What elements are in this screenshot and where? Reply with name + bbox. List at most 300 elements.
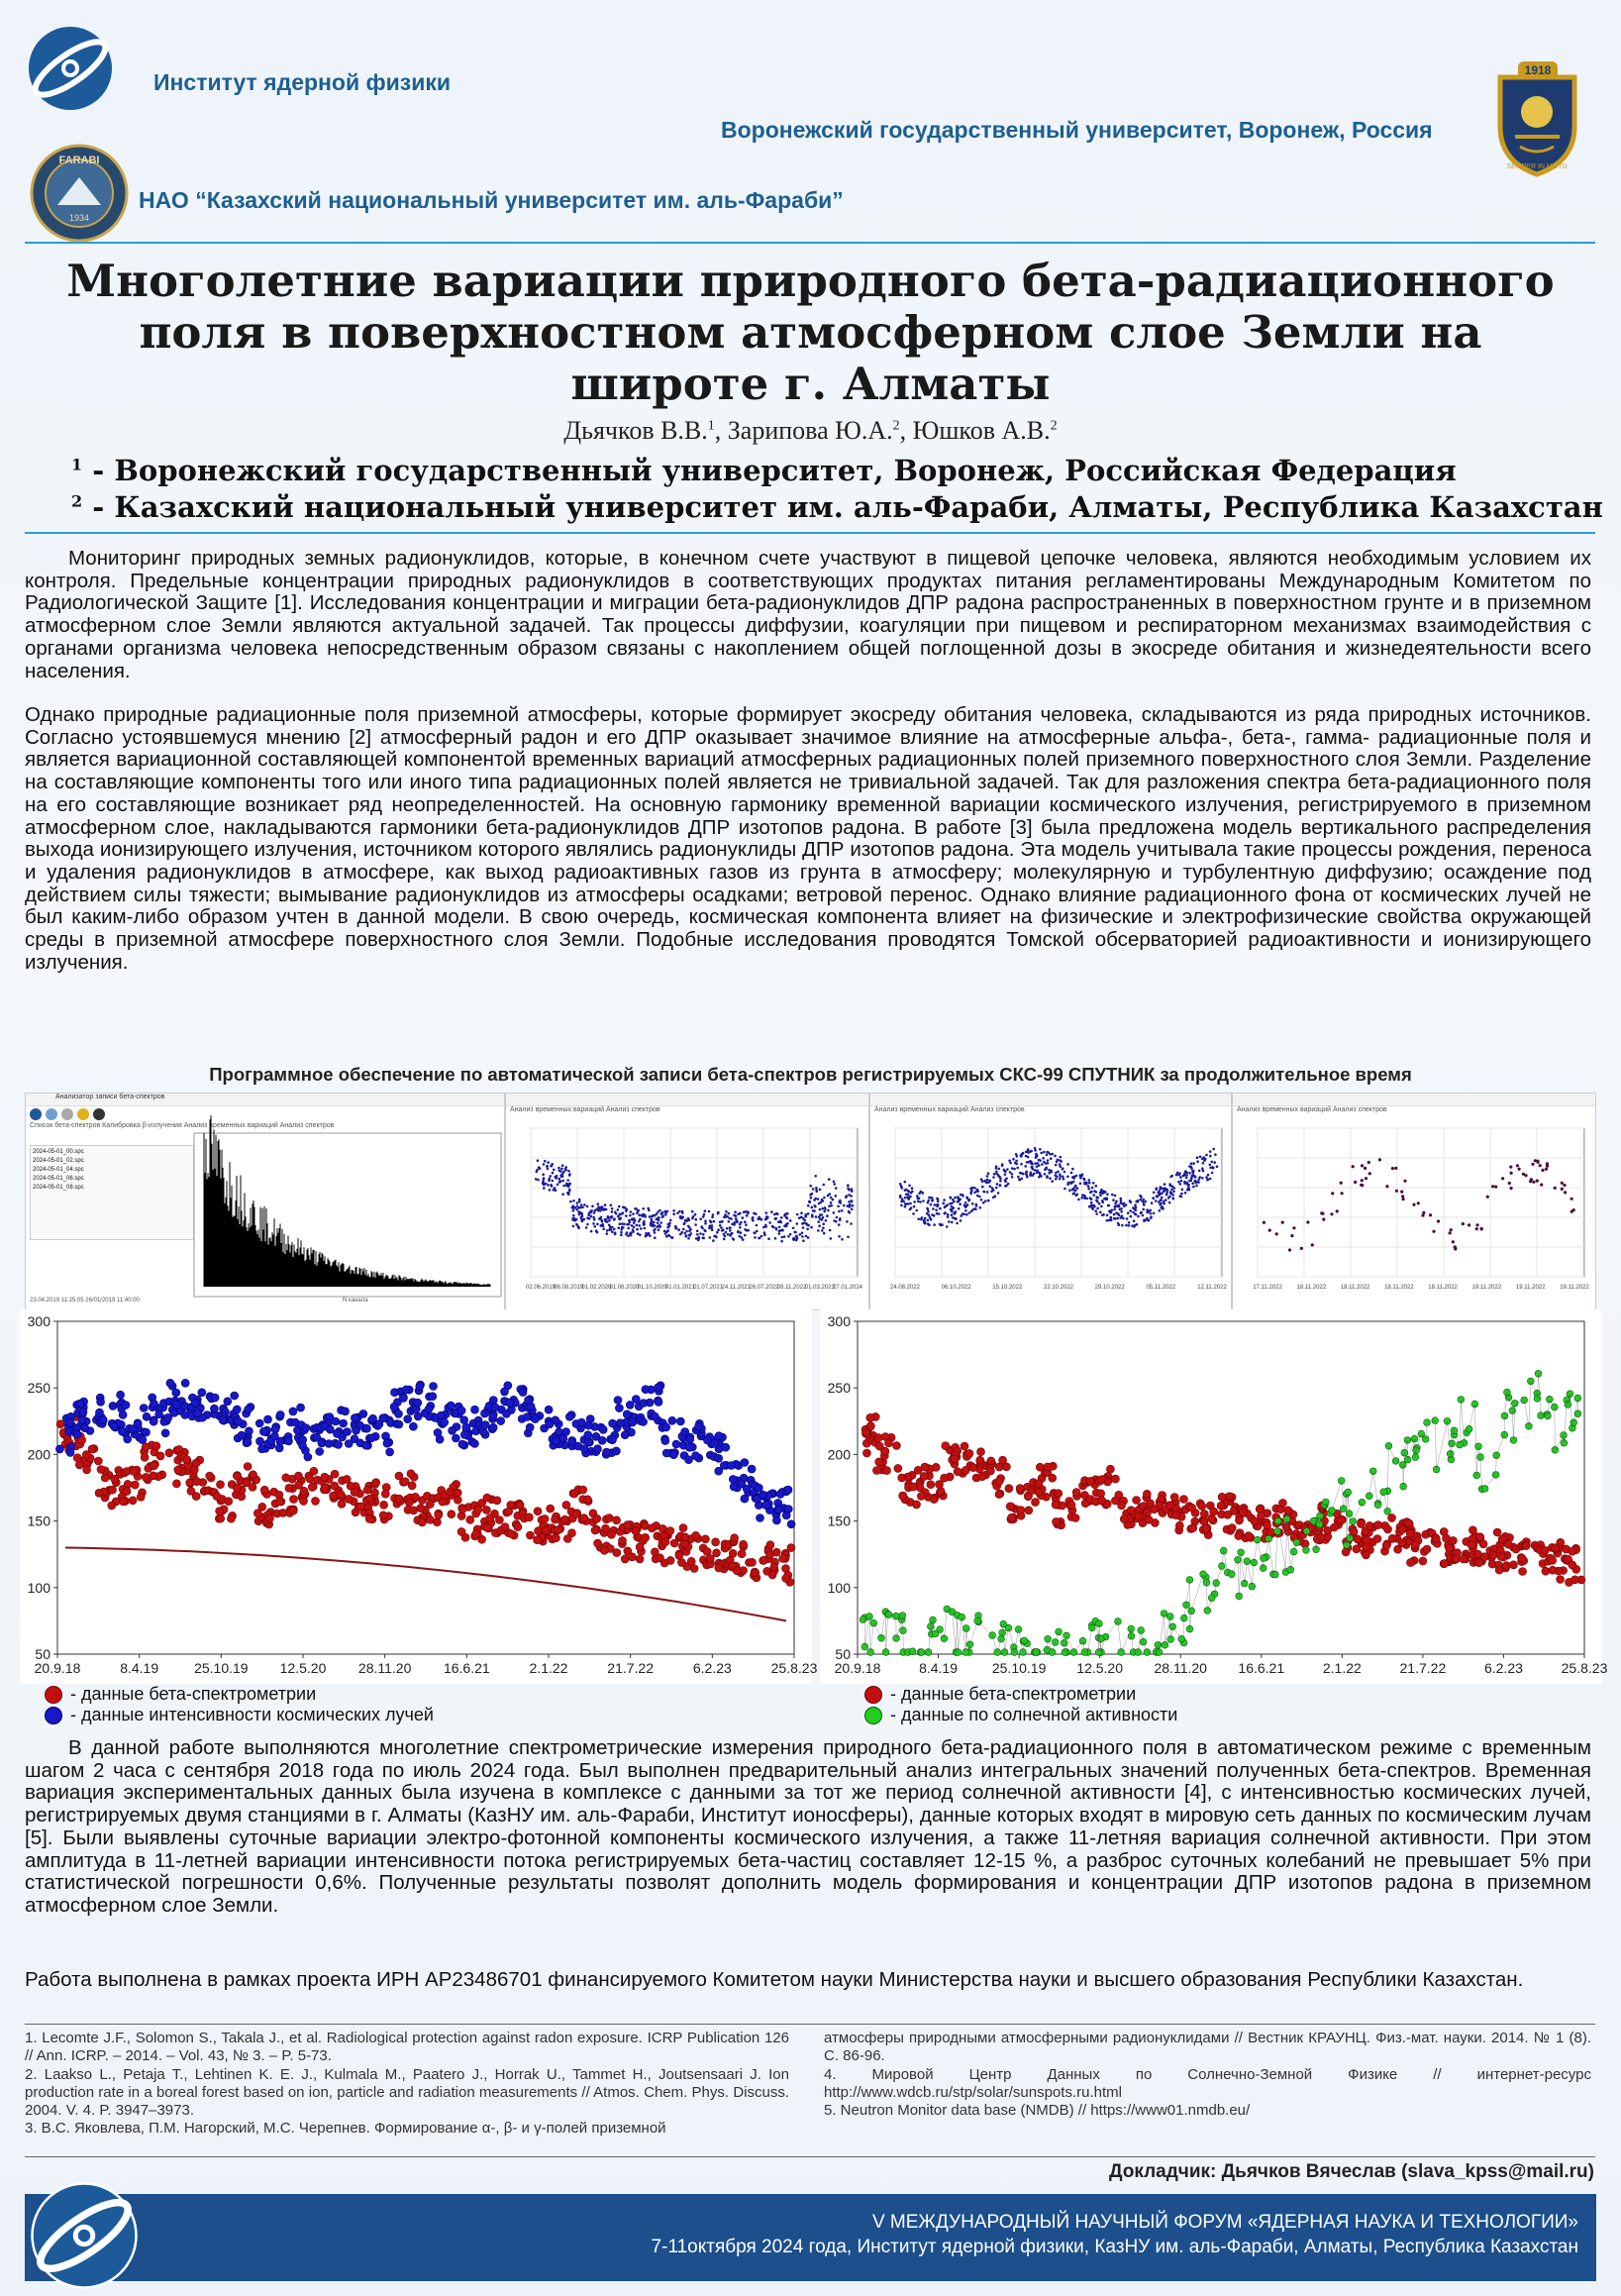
mini-data-point <box>933 1223 936 1226</box>
mini-data-point <box>627 1235 630 1238</box>
mini-data-point <box>958 1198 961 1200</box>
mini-data-point <box>1070 1172 1073 1175</box>
mini-data-point <box>703 1229 706 1232</box>
data-point <box>740 1540 748 1548</box>
mini-data-point <box>930 1218 933 1221</box>
mini-data-point <box>1395 1190 1398 1193</box>
title-line-3: широте г. Алматы <box>570 358 1051 410</box>
data-point <box>692 1452 700 1460</box>
data-point <box>330 1492 338 1500</box>
mini-data-point <box>963 1204 966 1207</box>
data-point <box>730 1483 738 1491</box>
data-point <box>495 1516 503 1524</box>
mini-data-point <box>1491 1185 1494 1188</box>
mini-data-point <box>804 1219 807 1222</box>
mini-data-point <box>789 1219 792 1222</box>
mini-data-point <box>1188 1165 1191 1168</box>
mini-data-point <box>995 1171 998 1174</box>
mini-data-point <box>1008 1160 1011 1163</box>
toolbar <box>26 1106 504 1122</box>
author-sep: , <box>714 416 728 445</box>
mini-data-point <box>904 1205 907 1208</box>
chart-beta-vs-solar <box>820 1309 1608 1684</box>
mini-data-point <box>780 1240 783 1243</box>
mini-x-label: 19.11.2022 <box>1515 1285 1546 1291</box>
mini-data-point <box>904 1181 907 1184</box>
mini-data-point <box>1361 1179 1364 1182</box>
mini-data-point <box>902 1200 905 1203</box>
mini-data-point <box>728 1220 731 1223</box>
mini-data-point <box>642 1213 645 1216</box>
mini-data-point <box>1336 1209 1339 1212</box>
mini-data-point <box>851 1200 854 1202</box>
data-point <box>1127 1507 1135 1514</box>
mini-data-point <box>545 1183 548 1186</box>
mini-data-point <box>1475 1227 1478 1230</box>
data-point <box>331 1482 339 1490</box>
data-point <box>593 1514 601 1522</box>
mini-x-label: 15.10.2022 <box>992 1285 1023 1291</box>
mini-data-point <box>1108 1204 1111 1207</box>
data-point <box>687 1557 695 1565</box>
data-point <box>416 1383 424 1391</box>
mini-data-point <box>552 1180 555 1183</box>
mini-data-point <box>815 1187 818 1190</box>
mini-data-point <box>976 1195 979 1198</box>
mini-data-point <box>848 1210 851 1213</box>
mini-data-point <box>561 1175 564 1178</box>
data-point <box>1441 1560 1449 1568</box>
data-point <box>101 1474 109 1482</box>
mini-data-point <box>1501 1177 1504 1180</box>
mini-data-point <box>1123 1205 1126 1208</box>
mini-data-point <box>999 1180 1002 1183</box>
data-point <box>493 1497 501 1505</box>
mini-data-point <box>962 1212 964 1215</box>
data-point <box>357 1503 365 1511</box>
mini-data-point <box>1074 1195 1077 1198</box>
data-point <box>655 1384 662 1392</box>
data-point <box>1239 1509 1247 1516</box>
mini-data-point <box>636 1228 639 1231</box>
mini-data-point <box>1077 1199 1080 1201</box>
mini-data-point <box>1340 1182 1343 1185</box>
mini-data-point <box>1537 1161 1540 1164</box>
mini-data-point <box>826 1214 829 1217</box>
data-point <box>1388 1534 1396 1542</box>
mini-data-point <box>728 1212 731 1215</box>
mini-data-point <box>933 1214 936 1217</box>
data-point <box>380 1501 388 1509</box>
data-point <box>338 1500 346 1508</box>
mini-data-point <box>819 1189 822 1192</box>
mini-data-point <box>1209 1150 1212 1153</box>
data-point <box>1384 1525 1392 1533</box>
vsu-logo-motto: SEMPER IN MOTU <box>1506 163 1568 170</box>
data-point <box>899 1492 907 1500</box>
data-point <box>881 1447 889 1455</box>
mini-data-point <box>822 1222 825 1225</box>
mini-data-point <box>1570 1210 1573 1213</box>
mini-x-label: 06.10.2022 <box>941 1285 971 1291</box>
data-point <box>505 1508 513 1515</box>
mini-data-point <box>1143 1202 1146 1205</box>
mini-data-point <box>1027 1156 1030 1159</box>
data-point <box>300 1487 308 1495</box>
mini-data-point <box>1152 1197 1155 1200</box>
mini-data-point <box>764 1225 767 1228</box>
data-point <box>1025 1507 1033 1514</box>
mini-data-point <box>1195 1185 1198 1188</box>
mini-data-point <box>823 1210 826 1213</box>
mini-data-point <box>1300 1247 1303 1250</box>
mini-data-point <box>657 1210 659 1213</box>
data-point <box>562 1501 570 1509</box>
mini-data-point <box>590 1230 593 1233</box>
mini-data-point <box>696 1230 699 1233</box>
mini-data-point <box>922 1200 925 1202</box>
data-point <box>875 1458 883 1466</box>
data-point <box>233 1472 241 1480</box>
data-point <box>386 1448 394 1456</box>
mini-data-point <box>908 1185 911 1188</box>
data-point <box>921 1463 929 1471</box>
data-point <box>291 1418 299 1426</box>
data-point <box>1398 1525 1406 1533</box>
mini-data-point <box>613 1218 616 1221</box>
mini-data-point <box>763 1233 766 1236</box>
mini-data-point <box>643 1220 646 1223</box>
mini-data-point <box>1122 1217 1125 1220</box>
data-point <box>460 1431 468 1439</box>
mini-data-point <box>704 1222 707 1225</box>
mini-data-point <box>1135 1206 1138 1209</box>
author-3: Юшков А.В. <box>912 416 1051 445</box>
data-point <box>1476 1533 1484 1541</box>
mini-data-point <box>1510 1172 1513 1175</box>
mini-data-point <box>742 1238 745 1241</box>
mini-data-point <box>850 1222 853 1225</box>
mini-data-point <box>604 1220 607 1223</box>
mini-data-point <box>617 1208 620 1211</box>
authors <box>0 416 1621 446</box>
data-point <box>404 1415 412 1423</box>
mini-data-point <box>1064 1188 1066 1191</box>
mini-data-point <box>778 1232 781 1235</box>
data-point <box>1363 1536 1370 1544</box>
mini-data-point <box>1096 1197 1099 1200</box>
mini-data-point <box>830 1201 833 1204</box>
mini-data-point <box>1114 1202 1117 1205</box>
data-point <box>651 1548 659 1556</box>
speaker-divider <box>25 2156 1595 2157</box>
mini-data-point <box>576 1201 579 1204</box>
mini-data-point <box>1510 1187 1513 1190</box>
data-point <box>675 1551 683 1559</box>
mini-data-point <box>1516 1164 1519 1167</box>
data-point <box>1055 1490 1063 1498</box>
legend-green-dot <box>864 1707 882 1724</box>
data-point <box>636 1555 644 1563</box>
mini-data-point <box>950 1197 953 1200</box>
data-point <box>752 1569 760 1577</box>
data-point <box>276 1437 284 1445</box>
data-point <box>1166 1502 1174 1510</box>
mini-data-point <box>1125 1224 1128 1227</box>
author-2: Зарипова Ю.А. <box>727 416 893 445</box>
mini-data-point <box>1001 1165 1004 1168</box>
mini-data-point <box>818 1224 821 1227</box>
mini-data-point <box>1142 1214 1145 1217</box>
data-point <box>1228 1524 1236 1532</box>
y-tick-label: 150 <box>27 1513 51 1529</box>
mini-data-point <box>586 1217 589 1220</box>
data-point <box>425 1406 433 1413</box>
mini-data-point <box>1146 1208 1149 1211</box>
mini-data-point <box>1040 1152 1043 1155</box>
x-tick-label: 28.11.20 <box>1154 1660 1207 1676</box>
data-point <box>1557 1538 1565 1546</box>
mini-data-point <box>772 1226 775 1229</box>
mini-data-point <box>956 1222 959 1225</box>
plot-frame <box>57 1321 794 1654</box>
mini-data-point <box>927 1201 930 1204</box>
mini-data-point <box>659 1221 662 1224</box>
mini-data-point <box>722 1228 725 1231</box>
mini-data-point <box>622 1226 625 1229</box>
data-point <box>276 1410 284 1418</box>
mini-data-point <box>1169 1193 1172 1196</box>
mini-data-point <box>1532 1181 1535 1184</box>
affiliation-1-sup: 1 <box>71 455 83 474</box>
data-point <box>187 1487 195 1495</box>
data-point <box>66 1418 74 1426</box>
inp-logo <box>27 25 114 112</box>
data-point <box>1446 1544 1454 1552</box>
mini-data-point <box>1156 1189 1159 1192</box>
data-point <box>1236 1516 1244 1524</box>
mini-data-point <box>637 1232 640 1235</box>
mini-data-point <box>1263 1221 1266 1224</box>
x-tick-label: 25.8.23 <box>1561 1660 1608 1676</box>
data-point <box>408 1482 416 1490</box>
mini-data-point <box>1034 1149 1037 1152</box>
mini-data-point <box>601 1220 604 1223</box>
data-point <box>999 1456 1007 1464</box>
data-point <box>681 1533 689 1541</box>
data-point <box>685 1456 693 1464</box>
mini-data-point <box>1095 1200 1098 1202</box>
mini-data-point <box>811 1206 814 1209</box>
mini-data-point <box>1153 1192 1156 1195</box>
data-point <box>142 1443 150 1451</box>
data-point <box>1324 1526 1332 1534</box>
y-tick-label: 50 <box>835 1646 851 1662</box>
data-point <box>150 1400 157 1408</box>
mini-data-point <box>1184 1192 1187 1195</box>
data-point <box>1419 1557 1427 1565</box>
data-point <box>1411 1541 1419 1549</box>
mini-data-point <box>553 1189 556 1192</box>
mini-data-point <box>827 1209 830 1212</box>
mini-data-point <box>1531 1163 1534 1166</box>
data-point <box>1569 1547 1576 1555</box>
mini-data-point <box>980 1199 983 1201</box>
mini-data-point <box>688 1234 691 1237</box>
mini-data-point <box>1030 1150 1033 1153</box>
data-point <box>474 1506 482 1513</box>
data-point <box>447 1488 455 1496</box>
mini-data-point <box>711 1224 714 1227</box>
data-point <box>211 1394 219 1402</box>
mini-data-point <box>587 1214 590 1217</box>
data-point <box>417 1505 425 1513</box>
y-tick-label: 200 <box>827 1446 851 1463</box>
mini-data-point <box>1039 1148 1042 1151</box>
mini-data-point <box>713 1235 716 1238</box>
mini-data-point <box>606 1229 609 1232</box>
mini-data-point <box>1156 1195 1159 1198</box>
data-point <box>245 1406 253 1413</box>
data-point <box>1008 1513 1016 1521</box>
legend-label: - данные бета-спектрометрии <box>70 1684 317 1704</box>
data-point <box>265 1514 273 1522</box>
mini-data-point <box>567 1170 570 1173</box>
mini-data-point <box>1175 1174 1178 1177</box>
mini-data-point <box>1192 1186 1195 1189</box>
data-point <box>367 1434 375 1442</box>
data-point <box>399 1395 407 1403</box>
mini-data-point <box>1161 1197 1164 1200</box>
mini-data-point <box>1009 1162 1012 1165</box>
mini-data-point <box>1213 1161 1216 1164</box>
data-point <box>289 1507 297 1514</box>
mini-data-point <box>589 1209 592 1212</box>
data-point <box>471 1406 479 1413</box>
mini-data-point <box>685 1220 688 1223</box>
tab-strip: Анализ временных вариаций Анализ спектров <box>1237 1106 1387 1113</box>
mini-data-point <box>917 1200 920 1202</box>
mini-data-point <box>734 1210 737 1213</box>
data-point <box>117 1391 125 1399</box>
mini-data-point <box>995 1165 998 1168</box>
data-point <box>501 1523 509 1531</box>
mini-x-label: 01.10.2020 <box>637 1285 667 1291</box>
mini-data-point <box>1118 1223 1121 1226</box>
data-point <box>1510 1561 1518 1569</box>
mini-data-point <box>590 1215 593 1218</box>
mini-data-point <box>948 1220 951 1223</box>
mini-data-point <box>1087 1188 1090 1191</box>
mini-data-point <box>920 1218 923 1221</box>
data-point <box>395 1472 403 1480</box>
mini-data-point <box>610 1228 613 1231</box>
mini-data-point <box>551 1185 554 1188</box>
mini-data-point <box>1437 1219 1440 1222</box>
mini-data-point <box>630 1210 633 1213</box>
mini-data-point <box>1462 1222 1465 1225</box>
mini-data-point <box>602 1227 605 1230</box>
mini-data-point <box>625 1233 628 1236</box>
data-point <box>1230 1507 1238 1514</box>
data-point <box>337 1491 345 1499</box>
data-point <box>411 1493 419 1501</box>
data-point <box>258 1503 266 1511</box>
mini-data-point <box>966 1203 969 1206</box>
mini-data-point <box>1083 1182 1086 1185</box>
mini-data-point <box>1534 1159 1537 1162</box>
mini-data-point <box>923 1220 926 1223</box>
mini-data-point <box>1468 1223 1470 1226</box>
mini-data-point <box>934 1203 937 1206</box>
mini-data-point <box>947 1215 950 1218</box>
mini-data-point <box>818 1202 821 1205</box>
mini-data-point <box>1135 1213 1138 1216</box>
mini-data-point <box>694 1213 697 1216</box>
data-point <box>245 1427 253 1435</box>
mini-data-point <box>740 1231 743 1234</box>
data-point <box>390 1403 398 1410</box>
mini-data-point <box>1020 1163 1023 1166</box>
data-point <box>690 1565 698 1573</box>
data-point <box>460 1416 468 1424</box>
mini-data-point <box>630 1232 633 1235</box>
radiation-icon <box>77 1108 89 1120</box>
mini-data-point <box>758 1237 760 1240</box>
data-point <box>435 1512 443 1519</box>
mini-data-point <box>1015 1160 1018 1163</box>
mini-data-point <box>628 1223 631 1226</box>
mini-data-point <box>573 1219 576 1222</box>
mini-data-point <box>1159 1209 1162 1212</box>
mini-data-point <box>677 1228 680 1231</box>
mini-data-point <box>661 1215 664 1218</box>
data-point <box>932 1463 940 1471</box>
mini-data-point <box>1046 1175 1049 1178</box>
affiliation-2-sup: 2 <box>71 491 83 511</box>
mini-data-point <box>1126 1217 1129 1220</box>
mini-data-point <box>1016 1155 1019 1158</box>
data-point <box>1006 1503 1014 1511</box>
data-point <box>395 1495 403 1503</box>
mini-data-point <box>778 1226 781 1229</box>
mini-data-point <box>639 1218 642 1221</box>
mini-data-point <box>746 1214 749 1217</box>
mini-data-point <box>1038 1164 1041 1167</box>
mini-data-point <box>1432 1230 1435 1233</box>
mini-data-point <box>839 1217 842 1220</box>
mini-data-point <box>617 1215 620 1218</box>
data-point <box>525 1513 533 1521</box>
data-point <box>561 1515 569 1523</box>
mini-data-point <box>810 1226 813 1229</box>
mini-data-point <box>720 1226 723 1229</box>
file-list-item: 2024-05-01_04.spc <box>33 1167 84 1173</box>
mini-data-point <box>795 1235 798 1238</box>
footer-banner <box>25 2194 1596 2281</box>
affiliation-1-text: - Воронежский государственный университет, Воронеж, Российская Федерация <box>92 454 1457 487</box>
mini-data-point <box>614 1211 617 1214</box>
data-point <box>614 1397 622 1405</box>
mini-data-point <box>1106 1214 1109 1217</box>
data-point <box>1044 1463 1052 1471</box>
data-point <box>95 1489 103 1497</box>
mini-data-point <box>611 1215 614 1218</box>
data-point <box>1017 1507 1025 1514</box>
mini-data-point <box>799 1233 802 1236</box>
author-3-sup: 2 <box>1050 418 1058 434</box>
data-point <box>321 1473 329 1481</box>
